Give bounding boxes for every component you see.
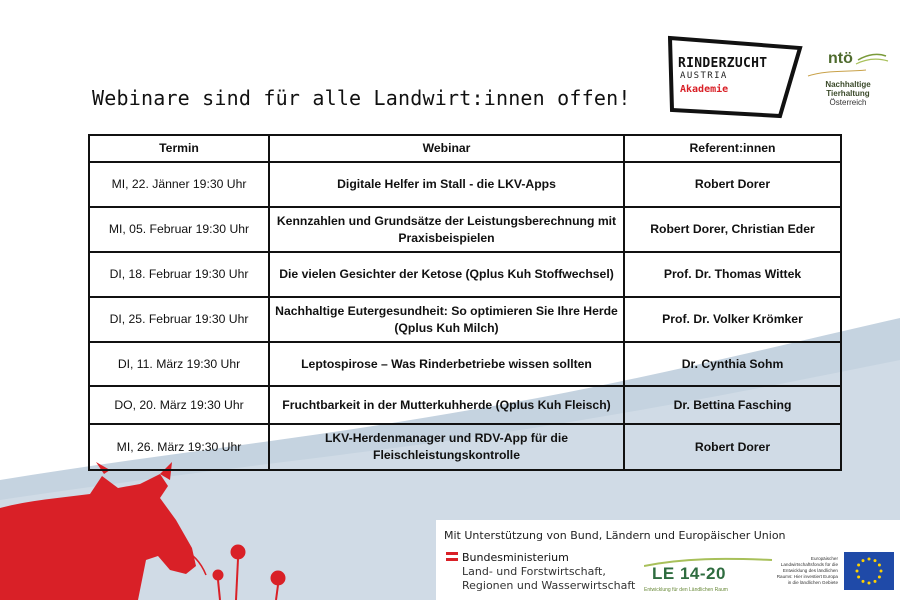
page-headline: Webinare sind für alle Landwirt:innen offen! — [92, 86, 631, 110]
cell-webinar: Nachhaltige Eutergesundheit: So optimieren Sie Ihre Herde (Qplus Kuh Milch) — [269, 297, 624, 342]
eu-fund-text: Europäischer Landwirtschaftsfonds für die Entwicklung des ländlichen Raums: Hier investiert Europa in die ländlichen Gebiete — [776, 556, 838, 585]
header-termin: Termin — [89, 135, 269, 162]
cell-referent: Robert Dorer, Christian Eder — [624, 207, 841, 252]
header-webinar: Webinar — [269, 135, 624, 162]
cell-webinar: Digitale Helfer im Stall - die LKV-Apps — [269, 162, 624, 207]
cell-webinar: Fruchtbarkeit in der Mutterkuhherde (Qplus Kuh Fleisch) — [269, 386, 624, 424]
table-row — [89, 207, 841, 252]
cell-termin: MI, 22. Jänner 19:30 Uhr — [89, 162, 269, 207]
logo-austria-text: AUSTRIA — [680, 71, 728, 81]
nto-line-2: Tierhaltung — [826, 89, 870, 98]
table-row — [89, 342, 841, 386]
funding-support-box — [436, 520, 900, 600]
table-row — [89, 424, 841, 470]
cell-termin: MI, 26. März 19:30 Uhr — [89, 424, 269, 470]
table-row — [89, 297, 841, 342]
ministry-line-2: Land- und Forstwirtschaft, — [462, 565, 606, 578]
cell-termin: DO, 20. März 19:30 Uhr — [89, 386, 269, 424]
table-row — [89, 386, 841, 424]
cell-webinar: Leptospirose – Was Rinderbetriebe wissen sollten — [269, 342, 624, 386]
cell-termin: DI, 25. Februar 19:30 Uhr — [89, 297, 269, 342]
cell-referent: Prof. Dr. Thomas Wittek — [624, 252, 841, 297]
webinar-schedule-table — [88, 134, 842, 471]
table-row — [89, 162, 841, 207]
cell-referent: Prof. Dr. Volker Krömker — [624, 297, 841, 342]
nto-line-1: Nachhaltige — [825, 80, 871, 89]
austria-flag-icon — [446, 552, 458, 561]
ministry-line-1: Bundesministerium — [462, 551, 569, 564]
cell-termin: DI, 11. März 19:30 Uhr — [89, 342, 269, 386]
le-14-20-logo: LE 14-20 — [652, 564, 726, 583]
logo-akademie-text: Akademie — [680, 84, 729, 95]
table-header-row — [89, 135, 841, 162]
cell-referent: Robert Dorer — [624, 424, 841, 470]
logo-rinderzucht-text: RINDERZUCHT — [678, 56, 768, 71]
cell-webinar: Kennzahlen und Grundsätze der Leistungsberechnung mit Praxisbeispielen — [269, 207, 624, 252]
cell-termin: DI, 18. Februar 19:30 Uhr — [89, 252, 269, 297]
nto-name: ntö — [828, 50, 853, 67]
support-title: Mit Unterstützung von Bund, Ländern und Europäischer Union — [444, 529, 786, 542]
nto-logo — [806, 50, 890, 120]
nto-line-3: Österreich — [829, 98, 867, 107]
cell-termin: MI, 05. Februar 19:30 Uhr — [89, 207, 269, 252]
cell-referent: Dr. Bettina Fasching — [624, 386, 841, 424]
cell-webinar: Die vielen Gesichter der Ketose (Qplus Kuh Stoffwechsel) — [269, 252, 624, 297]
header-referentinnen: Referent:innen — [624, 135, 841, 162]
cell-referent: Dr. Cynthia Sohm — [624, 342, 841, 386]
ministry-line-3: Regionen und Wasserwirtschaft — [462, 579, 636, 592]
rinderzucht-austria-logo — [668, 34, 806, 120]
le-subtitle: Entwicklung für den Ländlichen Raum — [644, 587, 728, 593]
cell-referent: Robert Dorer — [624, 162, 841, 207]
cell-webinar: LKV-Herdenmanager und RDV-App für die Fleischleistungskontrolle — [269, 424, 624, 470]
table-row — [89, 252, 841, 297]
eu-flag-icon — [844, 552, 894, 590]
